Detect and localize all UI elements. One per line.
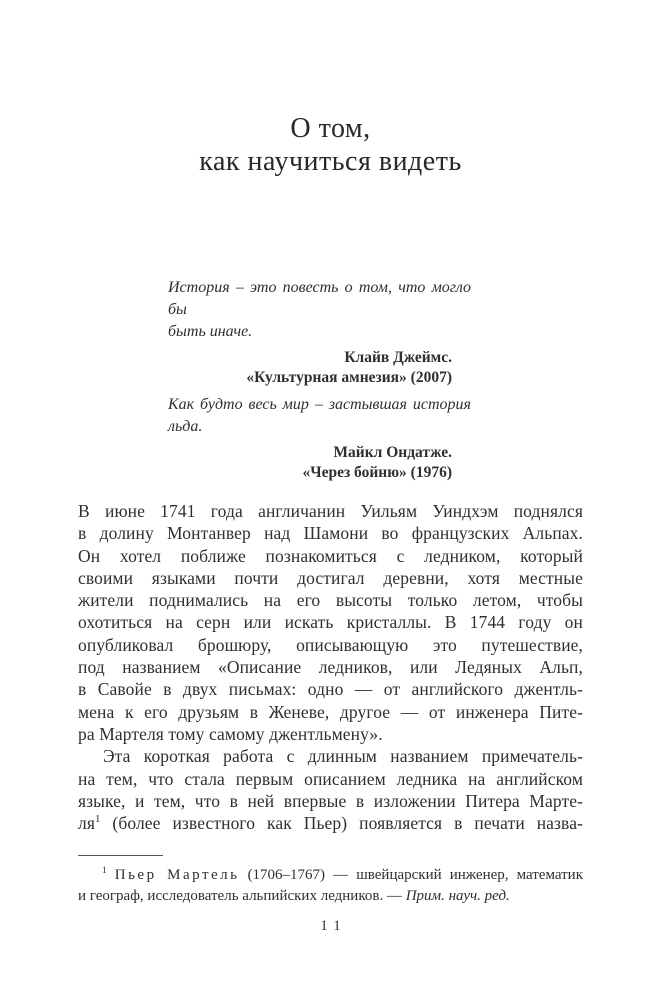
text-fragment: и географ, исследователь альпийских ледников. — [78, 888, 406, 905]
chapter-title-line-2: как научиться видеть [199, 146, 462, 177]
text-line: ра Мартеля тому самому джентльмену». [78, 723, 383, 744]
footnote [78, 865, 583, 907]
paragraph-1 [78, 500, 583, 745]
page-number: 11 [320, 918, 347, 935]
footnote-reference: 1 [94, 813, 101, 826]
attribution-source: «Культурная амнезия» (2007) [246, 369, 452, 386]
chapter-title [78, 0, 583, 178]
text-fragment: (1706–1767) — швейцарский инженер, математик [239, 867, 583, 884]
text-line: быть иначе. [168, 323, 253, 340]
text-block [78, 0, 583, 935]
attribution-author: Клайв Джеймс. [344, 349, 452, 366]
epigraph-section [168, 277, 471, 483]
epigraph-1 [168, 277, 471, 388]
footnote-marker: 1 [102, 866, 107, 877]
footnote-person-name: Пьер Мартель [114, 867, 240, 884]
epigraph-2 [168, 394, 471, 483]
paragraph-2 [78, 745, 583, 834]
text-line: под названием «Описание ледников, или Ледяных Альп, [78, 657, 583, 678]
footnote-separator [78, 855, 163, 856]
text-line: Как будто весь мир – застывшая история [168, 396, 471, 413]
text-fragment: ля [78, 813, 95, 834]
epigraph-attribution [168, 348, 471, 388]
text-line: мена к его друзьям в Женеве, другое — от инженера Пите- [78, 701, 583, 722]
body-text [78, 500, 583, 834]
text-line: опубликовал брошюру, описывающую это путешествие, [78, 634, 583, 655]
footnote-line [78, 886, 583, 907]
text-line: на тем, что стала первым описанием ледника на английском [78, 768, 583, 789]
text-line: языке, и тем, что в ней впервые в изложении Питера Марте- [78, 790, 583, 811]
text-line: льда. [168, 418, 203, 435]
text-fragment: (более известного как Пьер) появляется в печати назва- [100, 813, 583, 834]
text-line: жители поднимались на его высоты только летом, чтобы [78, 590, 583, 611]
attribution-author: Майкл Ондатже. [333, 444, 452, 461]
chapter-title-line-1: О том, [290, 113, 371, 144]
text-line: своими языками почти достигал деревни, хотя местные [78, 567, 583, 588]
epigraph-quote [168, 394, 471, 438]
text-line: охотиться на серн или искать кристаллы. В 1744 году он [78, 612, 583, 633]
text-line [78, 812, 583, 834]
footnote-editor-note: Прим. науч. ред. [405, 888, 510, 905]
text-line: В июне 1741 года англичанин Уильям Уиндхэм поднялся [78, 501, 583, 521]
text-line: Он хотел поближе познакомиться с ледником, который [78, 545, 583, 566]
epigraph-quote [168, 277, 471, 343]
attribution-source: «Через бойню» (1976) [302, 464, 452, 481]
text-line: в долину Монтанвер над Шамони во французских Альпах. [78, 523, 583, 544]
text-line: в Савойе в двух письмах: одно — от английского джентль- [78, 679, 583, 700]
text-line: История – это повесть о том, что могло бы [168, 279, 471, 318]
text-line: Эта короткая работа с длинным названием примечатель- [103, 746, 583, 767]
epigraph-attribution [168, 443, 471, 483]
footnote-line [78, 865, 583, 886]
